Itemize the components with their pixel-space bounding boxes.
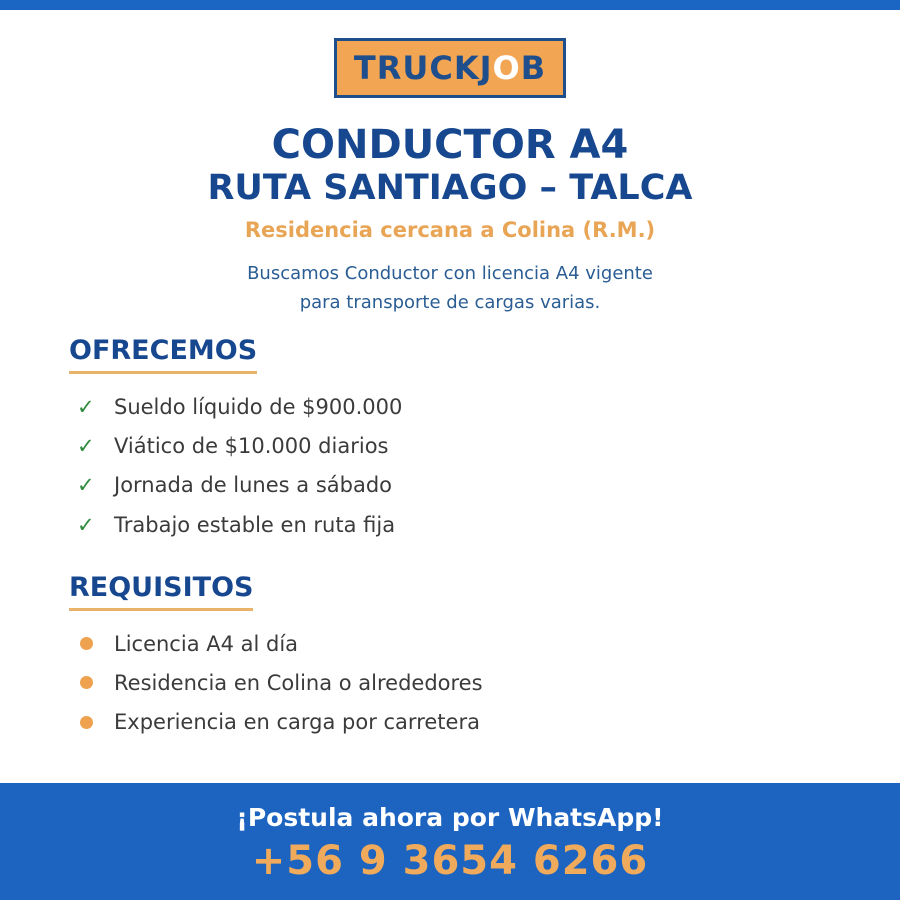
route-title: RUTA SANTIAGO – TALCA <box>207 168 693 208</box>
footer-banner <box>0 783 900 900</box>
phone-number[interactable]: +56 9 3654 6266 <box>251 838 649 884</box>
bullet-dot-icon <box>77 637 114 650</box>
list-item-text: Experiencia en carga por carretera <box>114 710 480 735</box>
truckjob-logo <box>334 38 566 98</box>
bullet-dot-icon <box>77 676 114 689</box>
ofrecemos-heading: OFRECEMOS <box>69 334 257 374</box>
description-line-2: para transporte de cargas varias. <box>299 292 601 313</box>
job-title: CONDUCTOR A4 <box>271 122 629 168</box>
bullet-dot-icon <box>77 716 114 729</box>
list-item <box>77 505 402 544</box>
logo-text-accent: O <box>492 49 521 87</box>
ofrecemos-list <box>77 387 402 544</box>
top-accent-bar <box>0 0 900 10</box>
check-icon: ✓ <box>77 394 95 419</box>
residence-subtitle: Residencia cercana a Colina (R.M.) <box>244 218 656 242</box>
job-description <box>0 259 900 317</box>
requisitos-list <box>77 624 483 742</box>
list-item-text: Viático de $10.000 diarios <box>114 433 389 458</box>
list-item <box>77 466 402 505</box>
check-icon: ✓ <box>77 433 95 458</box>
check-icon: ✓ <box>77 512 95 537</box>
description-line-1: Buscamos Conductor con licencia A4 vigente <box>247 263 653 284</box>
list-item <box>77 426 402 465</box>
whatsapp-cta: ¡Postula ahora por WhatsApp! <box>236 803 664 832</box>
logo-text-part2: B <box>520 49 547 87</box>
list-item-text: Residencia en Colina o alrededores <box>114 670 483 695</box>
requisitos-heading: REQUISITOS <box>69 571 253 611</box>
logo-text-part1: TRUCKJ <box>353 49 493 87</box>
list-item-text: Licencia A4 al día <box>114 631 299 656</box>
list-item <box>77 624 483 663</box>
list-item <box>77 703 483 742</box>
list-item <box>77 663 483 702</box>
list-item-text: Trabajo estable en ruta fija <box>114 512 396 537</box>
check-icon: ✓ <box>77 473 95 498</box>
list-item <box>77 387 402 426</box>
list-item-text: Jornada de lunes a sábado <box>114 473 393 498</box>
list-item-text: Sueldo líquido de $900.000 <box>114 394 403 419</box>
